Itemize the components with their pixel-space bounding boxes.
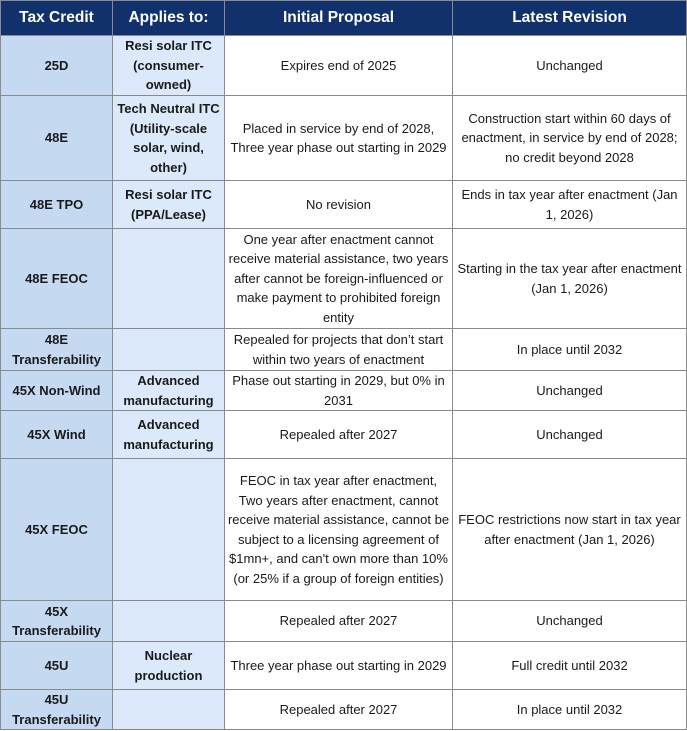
initial-proposal-cell: Placed in service by end of 2028, Three year phase out starting in 2029 bbox=[225, 96, 453, 181]
table-row bbox=[1, 601, 687, 642]
table-row bbox=[1, 36, 687, 96]
latest-revision-cell: Unchanged bbox=[453, 601, 687, 642]
table-row bbox=[1, 411, 687, 459]
applies-to-cell: Advanced manufacturing bbox=[113, 371, 225, 411]
tax-credit-cell: 45U bbox=[1, 642, 113, 690]
header-initial-proposal: Initial Proposal bbox=[225, 1, 453, 36]
initial-proposal-cell: Three year phase out starting in 2029 bbox=[225, 642, 453, 690]
initial-proposal-cell: One year after enactment cannot receive material assistance, two years after cannot be foreign-influenced or make payment to prohibited foreign entity bbox=[225, 229, 453, 329]
initial-proposal-cell: No revision bbox=[225, 181, 453, 229]
initial-proposal-cell: Repealed after 2027 bbox=[225, 690, 453, 730]
tax-credit-cell: 45X Non-Wind bbox=[1, 371, 113, 411]
latest-revision-cell: Full credit until 2032 bbox=[453, 642, 687, 690]
applies-to-cell: Advanced manufacturing bbox=[113, 411, 225, 459]
table-row bbox=[1, 459, 687, 601]
applies-to-cell: Resi solar ITC (consumer-owned) bbox=[113, 36, 225, 96]
applies-to-cell bbox=[113, 229, 225, 329]
latest-revision-cell: Unchanged bbox=[453, 371, 687, 411]
table-row bbox=[1, 371, 687, 411]
tax-credit-cell: 25D bbox=[1, 36, 113, 96]
tax-credit-cell: 45X FEOC bbox=[1, 459, 113, 601]
latest-revision-cell: In place until 2032 bbox=[453, 329, 687, 371]
initial-proposal-cell: Expires end of 2025 bbox=[225, 36, 453, 96]
tax-credit-cell: 45X Wind bbox=[1, 411, 113, 459]
initial-proposal-cell: Phase out starting in 2029, but 0% in 2031 bbox=[225, 371, 453, 411]
table-row bbox=[1, 181, 687, 229]
applies-to-cell: Tech Neutral ITC (Utility-scale solar, wind, other) bbox=[113, 96, 225, 181]
table-row bbox=[1, 96, 687, 181]
initial-proposal-cell: FEOC in tax year after enactment, Two years after enactment, cannot receive material assistance, cannot be subject to a licensing agreement of $1mn+, and can't own more than 10% (or 25% if a group of foreign entities) bbox=[225, 459, 453, 601]
header-latest-revision: Latest Revision bbox=[453, 1, 687, 36]
applies-to-cell bbox=[113, 329, 225, 371]
initial-proposal-cell: Repealed after 2027 bbox=[225, 411, 453, 459]
latest-revision-cell: Unchanged bbox=[453, 36, 687, 96]
table-row bbox=[1, 690, 687, 730]
table-row bbox=[1, 642, 687, 690]
applies-to-cell bbox=[113, 459, 225, 601]
latest-revision-cell: Construction start within 60 days of enactment, in service by end of 2028; no credit beyond 2028 bbox=[453, 96, 687, 181]
header-tax-credit: Tax Credit bbox=[1, 1, 113, 36]
initial-proposal-cell: Repealed after 2027 bbox=[225, 601, 453, 642]
header-row bbox=[1, 1, 687, 36]
initial-proposal-cell: Repealed for projects that don’t start within two years of enactment bbox=[225, 329, 453, 371]
latest-revision-cell: Ends in tax year after enactment (Jan 1, 2026) bbox=[453, 181, 687, 229]
table-row bbox=[1, 229, 687, 329]
latest-revision-cell: In place until 2032 bbox=[453, 690, 687, 730]
applies-to-cell: Nuclear production bbox=[113, 642, 225, 690]
tax-credit-cell: 48E FEOC bbox=[1, 229, 113, 329]
header-applies-to: Applies to: bbox=[113, 1, 225, 36]
applies-to-cell bbox=[113, 690, 225, 730]
latest-revision-cell: FEOC restrictions now start in tax year after enactment (Jan 1, 2026) bbox=[453, 459, 687, 601]
latest-revision-cell: Unchanged bbox=[453, 411, 687, 459]
table-row bbox=[1, 329, 687, 371]
tax-credit-cell: 45U Transferability bbox=[1, 690, 113, 730]
tax-credit-cell: 48E Transferability bbox=[1, 329, 113, 371]
tax-credit-cell: 45X Transferability bbox=[1, 601, 113, 642]
latest-revision-cell: Starting in the tax year after enactment (Jan 1, 2026) bbox=[453, 229, 687, 329]
tax-credit-cell: 48E bbox=[1, 96, 113, 181]
tax-credit-cell: 48E TPO bbox=[1, 181, 113, 229]
applies-to-cell: Resi solar ITC (PPA/Lease) bbox=[113, 181, 225, 229]
applies-to-cell bbox=[113, 601, 225, 642]
